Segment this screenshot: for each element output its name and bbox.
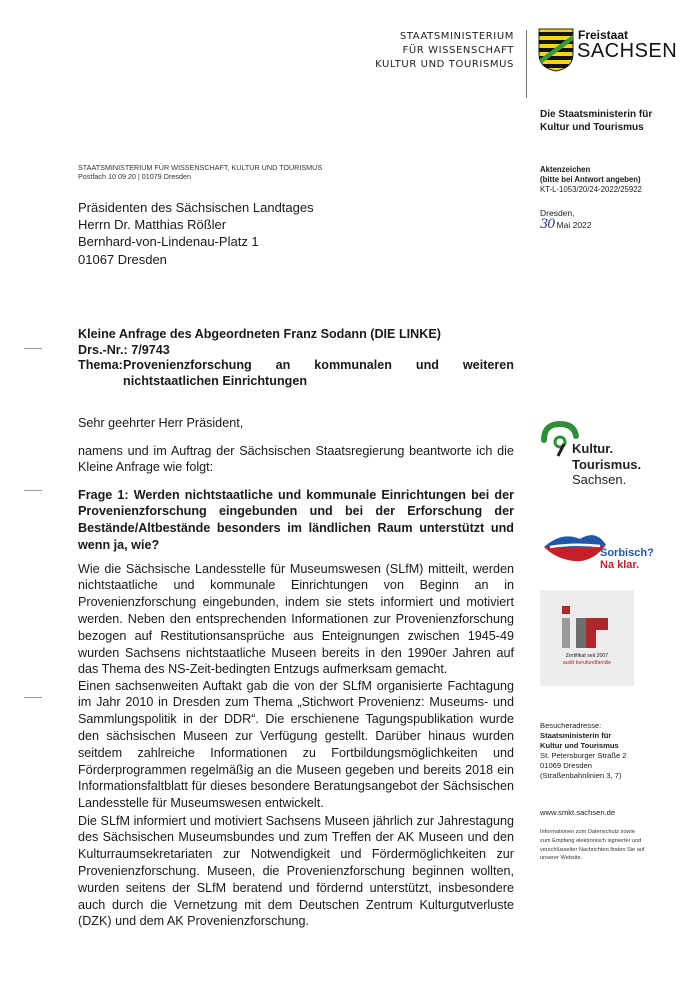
subject-line: Kleine Anfrage des Abgeordneten Franz Sodann (DIE LINKE) — [78, 327, 441, 341]
answer-paragraph-1: Wie die Sächsische Landesstelle für Museumswesen (SLfM) mitteilt, werden nichtstaatliche und kommunale Einrichtungen von Beginn an in Provenienzforschung eingebunden, indem sie stets informiert und motiviert werden. Neben den entsprechenden Informationen zur Provenienzforschung bezogen auf Restitutionsansprüche aus Enteignungen zwischen 1945-49 wurden Sachsens nichtstaatliche Museen bereits in den 1990er Jahren auf das Thema des NS-Zeit-bedingten Entzugs aufmerksam gemacht. — [78, 561, 514, 677]
reference-note: (bitte bei Antwort angeben) — [540, 175, 641, 184]
sorbisch-line: Sorbisch? — [600, 547, 654, 559]
date-month-year: Mai 2022 — [556, 220, 592, 230]
saxony-coat-of-arms-icon — [538, 28, 574, 72]
family-audit-certificate — [540, 590, 634, 686]
certificate-line: Zertifikat seit 2007 — [565, 653, 609, 659]
intro-paragraph: namens und im Auftrag der Sächsischen Staatsregierung beantworte ich die Kleine Anfrage wie folgt: — [78, 443, 514, 475]
answer-paragraph-2: Einen sachsenweiten Auftakt gab die von der SLfM organisierte Fachtagung im Jahr 2010 in Dresden zum Thema „Stichwort Provenienz: Museums- und Sammlungspolitik in der DDR“. Die erschienene Tagungspublikation wurde den sächsischen Museen zur Verfügung gestellt. Darüber hinaus wurden seitdem zahlreiche Informationen zu Fortbildungsmöglichkeiten und Förderprogrammen regelmäßig an die Museen gegeben und bereits 2018 ein Informationsfaltblatt für dieses besondere Beratungsangebot der Sächsischen Landesstelle für Museumswesen entwickelt. — [78, 678, 514, 811]
sender-line: Postfach 10 09 20 | 01079 Dresden — [78, 172, 191, 181]
visitor-label: Besucheradresse: — [540, 721, 602, 730]
privacy-line: zum Empfang elektronisch signierter und — [540, 837, 642, 844]
visitor-address — [540, 721, 690, 781]
recipient-line: Herrn Dr. Matthias Rößler — [78, 217, 227, 233]
website-link[interactable]: www.smkt.sachsen.de — [540, 808, 616, 817]
date-block — [540, 208, 592, 231]
reference-block — [540, 165, 690, 195]
kultur-line: Sachsen. — [572, 472, 627, 487]
recipient-line: Präsidenten des Sächsischen Landtages — [78, 200, 314, 215]
sorbisch-line: Na klar. — [600, 559, 640, 571]
certificate-line: audit berufundfamilie — [562, 660, 612, 666]
answer-paragraph-3: Die SLfM informiert und motiviert Sachsens Museen jährlich zur Jahrestagung des Sächsischen Museumsbundes und zum Treffen der AK Museen und den Kulturraumsekretariaten zur Notwendigkeit und Fördermöglichkeiten zur Provenienzforschung. Museen, die Provenienzforschung beginnen wollten, wurden seitens der SLfM beratend und fördernd unterstützt, insbesondere auch durch die Vernetzung mit dem Deutschen Zentrum Kulturgutverluste (DZK) und dem AK Provenienzforschung. — [78, 813, 514, 929]
privacy-note — [540, 828, 690, 863]
ministry-name-line: FÜR WISSENSCHAFT — [402, 45, 514, 56]
minister-title-line: Die Staatsministerin für — [540, 109, 653, 120]
ministry-name-line: KULTUR UND TOURISMUS — [375, 59, 514, 70]
kultur-line: Tourismus. — [572, 456, 642, 472]
visitor-city: 01069 Dresden — [540, 761, 592, 770]
state-name-large: SACHSEN — [577, 40, 678, 62]
visitor-name-line: Staatsministerin für — [540, 731, 612, 740]
minister-title — [540, 108, 690, 134]
sorbisch-wordmark — [600, 547, 654, 571]
privacy-line: Informationen zum Datenschutz sowie — [540, 829, 635, 835]
privacy-line: verschlüsselter Nachrichten finden Sie auf — [540, 846, 645, 853]
kultur-line: Kultur. — [572, 441, 614, 456]
sender-line: STAATSMINISTERIUM FÜR WISSENSCHAFT, KULTUR UND TOURISMUS — [78, 163, 323, 172]
reference-number: KT-L-1053/20/24-2022/25922 — [540, 185, 642, 194]
audit-berufundfamilie-logo-icon — [558, 604, 616, 648]
visitor-street: St. Petersburger Straße 2 — [540, 751, 627, 760]
reference-label: Aktenzeichen — [540, 165, 591, 174]
topic-text: Provenienzforschung an kommunalen und weiteren nichtstaatlichen Einrichtungen — [123, 358, 514, 388]
recipient-address — [78, 199, 314, 268]
fold-mark — [24, 697, 42, 698]
recipient-line: 01067 Dresden — [78, 251, 167, 267]
fold-mark — [24, 348, 42, 349]
fold-mark — [24, 490, 42, 491]
recipient-line: Bernhard-von-Lindenau-Platz 1 — [78, 234, 259, 250]
question-1: Frage 1: Werden nichtstaatliche und kommunale Einrichtungen bei der Provenienzforschung eingebunden und bei der Erforschung der Bestände/Altbestände besonders im ländlichen Raum unterstützt und wenn ja, wie? — [78, 487, 514, 552]
date-place: Dresden, — [540, 208, 575, 218]
minister-title-line: Kultur und Tourismus — [540, 122, 644, 133]
ministry-name-line: STAATSMINISTERIUM — [399, 31, 514, 42]
certificate-caption — [540, 653, 634, 667]
kultur-tourismus-wordmark — [572, 441, 641, 488]
state-name-small: Freistaat — [578, 28, 629, 42]
topic-label: Thema: — [78, 358, 123, 373]
visitor-name-line: Kultur und Tourismus — [540, 741, 619, 750]
header-divider — [526, 30, 527, 98]
visitor-transit: (Straßenbahnlinien 3, 7) — [540, 771, 622, 780]
date-day-handwritten: 30 — [540, 217, 555, 232]
sender-address — [78, 163, 322, 181]
privacy-line: unserer Website. — [540, 855, 583, 862]
salutation: Sehr geehrter Herr Präsident, — [78, 415, 244, 430]
drs-number: 7/9743 — [131, 342, 170, 357]
ministry-name — [294, 30, 514, 72]
subject-block — [78, 327, 514, 389]
drs-label: Drs.-Nr.: — [78, 342, 128, 357]
